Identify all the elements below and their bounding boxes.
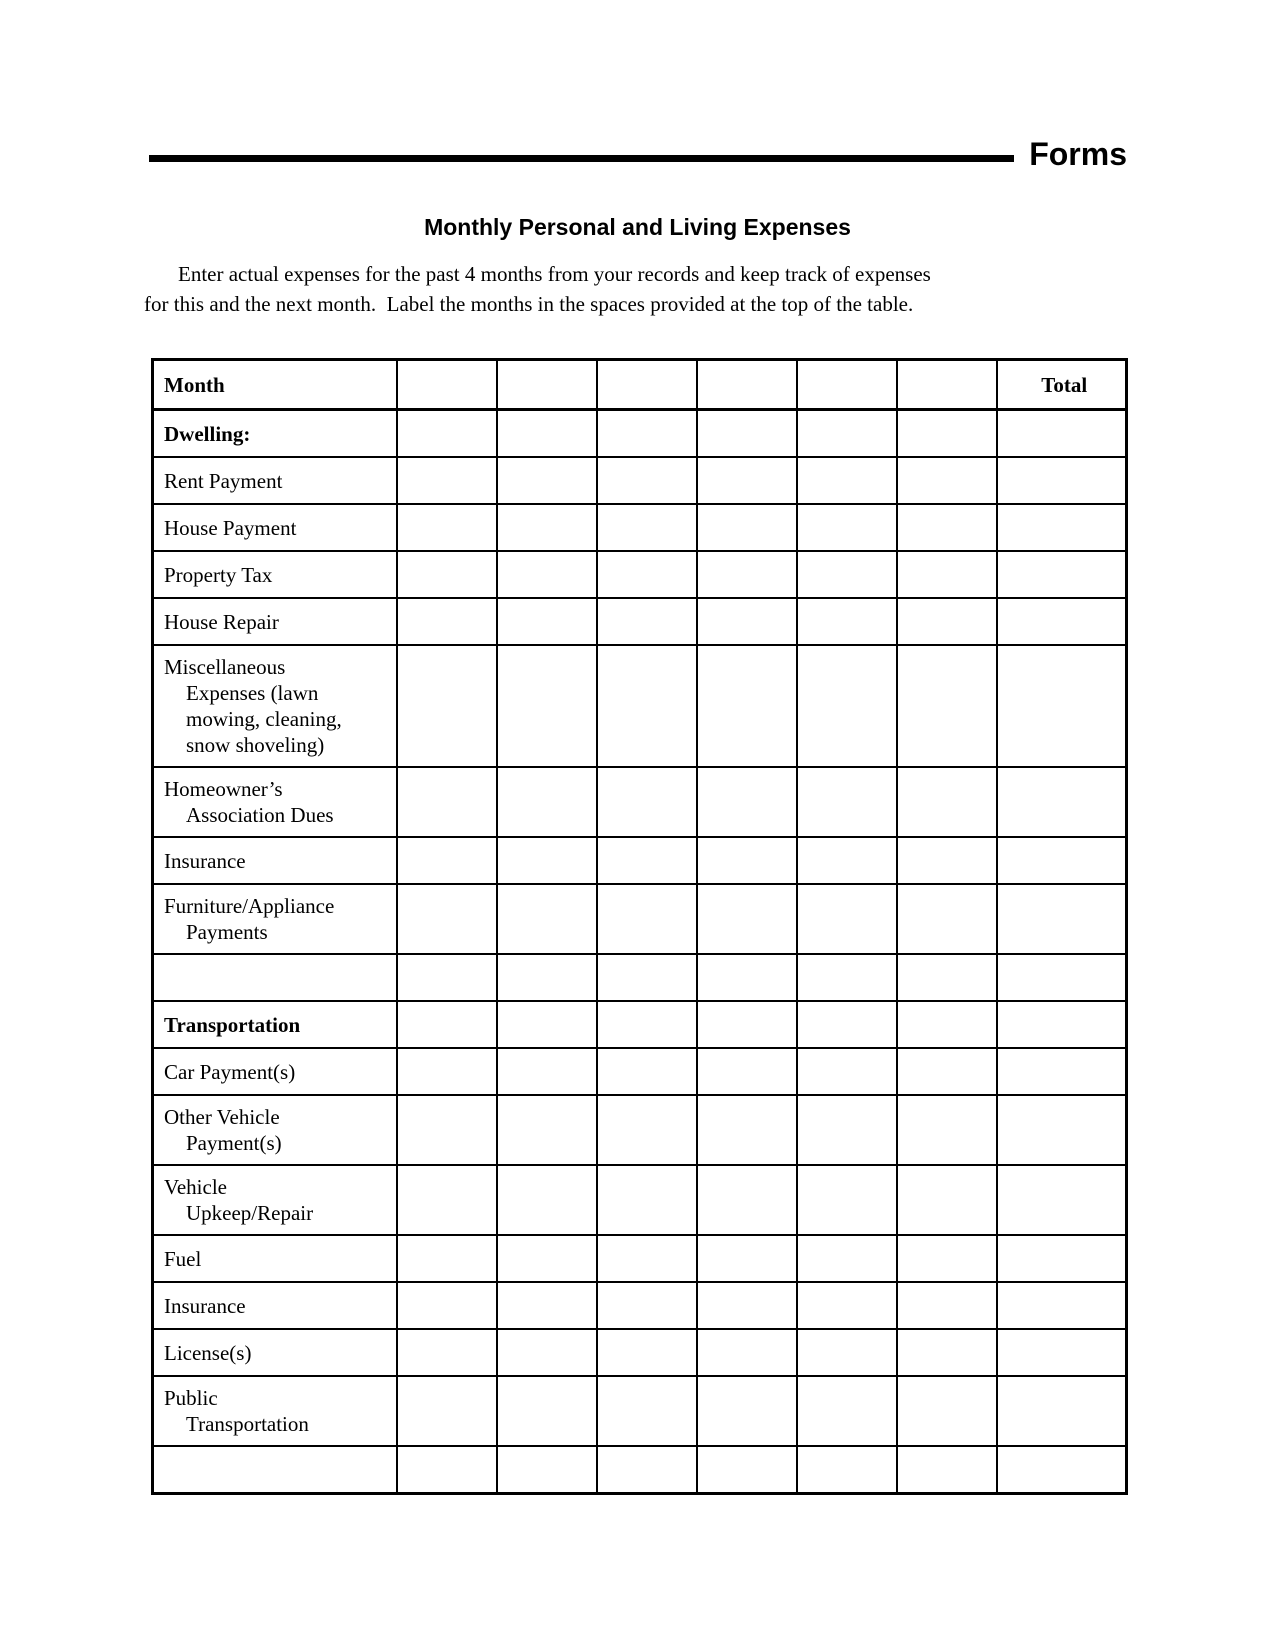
expense-table-body [153,360,1127,1494]
table-row [153,457,1127,504]
blank-cell [497,1282,597,1329]
blank-cell [697,598,797,645]
row-label-line: Miscellaneous [164,655,286,679]
blank-cell [897,1235,997,1282]
blank-cell [897,1446,997,1494]
total-blank-cell [997,954,1127,1001]
blank-cell [697,1095,797,1165]
row-label-cell [153,645,397,767]
row-label-line: Rent Payment [164,468,283,493]
blank-cell [697,837,797,884]
total-blank-cell [997,1376,1127,1446]
blank-cell [597,1446,697,1494]
row-label-line: Car Payment(s) [164,1059,296,1084]
blank-cell [597,1095,697,1165]
blank-cell [397,598,497,645]
table-row [153,645,1127,767]
row-label-line: snow shoveling) [186,733,325,757]
blank-cell [397,504,497,551]
row-label-cell [153,954,397,1001]
blank-cell [897,504,997,551]
blank-cell [497,645,597,767]
total-blank-cell [997,1165,1127,1235]
intro-paragraph [144,259,1144,319]
blank-cell [497,1001,597,1048]
blank-cell [597,504,697,551]
table-row [153,1165,1127,1235]
blank-cell [497,1095,597,1165]
total-blank-cell [997,1001,1127,1048]
blank-cell [697,767,797,837]
blank-cell [497,954,597,1001]
row-label-line: Public [164,1386,218,1410]
blank-cell [497,1329,597,1376]
total-blank-cell [997,837,1127,884]
blank-cell [397,1446,497,1494]
blank-cell [597,457,697,504]
header-rule-bar [149,155,1014,162]
total-blank-cell [997,1282,1127,1329]
blank-cell [597,1376,697,1446]
table-row [153,1329,1127,1376]
table-row [153,551,1127,598]
row-label-cell [153,837,397,884]
blank-cell [797,410,897,458]
blank-cell [497,504,597,551]
blank-cell [597,410,697,458]
row-label-cell [153,1329,397,1376]
blank-cell [597,1235,697,1282]
blank-cell [497,1376,597,1446]
page-title: Monthly Personal and Living Expenses [424,214,851,240]
total-blank-cell [997,598,1127,645]
table-header-row [153,360,1127,410]
blank-cell [797,884,897,954]
blank-cell [697,884,797,954]
blank-cell [597,1048,697,1095]
blank-cell [597,837,697,884]
blank-cell [897,837,997,884]
blank-cell [497,1446,597,1494]
intro-line-2: for this and the next month. Label the months in the spaces provided at the top of the table. [144,292,914,316]
blank-cell [497,1165,597,1235]
row-label-cell [153,767,397,837]
blank-cell [897,598,997,645]
total-blank-cell [997,767,1127,837]
table-row [153,598,1127,645]
total-blank-cell [997,884,1127,954]
row-label-line: Insurance [164,848,246,873]
intro-line-1: Enter actual expenses for the past 4 months from your records and keep track of expenses [178,262,931,286]
blank-cell [797,767,897,837]
blank-cell [497,410,597,458]
row-label-cell [153,1095,397,1165]
blank-cell [697,1329,797,1376]
blank-cell [897,1282,997,1329]
blank-cell [797,645,897,767]
blank-header-cell [497,360,597,410]
blank-cell [497,884,597,954]
blank-cell [497,837,597,884]
blank-cell [397,1001,497,1048]
blank-cell [897,410,997,458]
blank-cell [697,504,797,551]
blank-cell [597,1282,697,1329]
table-row [153,1235,1127,1282]
row-label-line: Fuel [164,1246,202,1271]
total-blank-cell [997,1446,1127,1494]
row-label-line: Transportation [164,1012,301,1037]
blank-cell [397,1048,497,1095]
total-blank-cell [997,410,1127,458]
row-label-line: Upkeep/Repair [186,1201,314,1225]
table-row-empty [153,1446,1127,1494]
blank-cell [697,1446,797,1494]
row-label-line: License(s) [164,1340,252,1365]
row-label-line: Payments [186,920,268,944]
blank-cell [397,1235,497,1282]
blank-cell [597,551,697,598]
row-label-line: Vehicle [164,1175,227,1199]
blank-cell [897,1329,997,1376]
blank-cell [597,767,697,837]
blank-cell [397,884,497,954]
blank-cell [697,1165,797,1235]
blank-cell [897,551,997,598]
blank-cell [697,954,797,1001]
blank-cell [497,767,597,837]
blank-cell [397,767,497,837]
table-row [153,504,1127,551]
blank-cell [797,1001,897,1048]
total-header-cell: Total [997,360,1127,410]
blank-cell [597,1001,697,1048]
blank-cell [797,457,897,504]
table-row [153,1376,1127,1446]
row-label-cell [153,551,397,598]
blank-cell [897,1376,997,1446]
blank-cell [497,457,597,504]
blank-cell [797,1048,897,1095]
brand-label: Forms [1029,136,1127,172]
blank-cell [797,954,897,1001]
table-row [153,1282,1127,1329]
blank-cell [397,837,497,884]
total-blank-cell [997,1048,1127,1095]
blank-cell [797,1282,897,1329]
blank-cell [597,598,697,645]
row-label-cell [153,1235,397,1282]
row-label-line: Association Dues [186,803,334,827]
row-label-line: House Repair [164,609,279,634]
blank-cell [597,645,697,767]
blank-cell [897,767,997,837]
blank-cell [897,884,997,954]
blank-cell [797,1329,897,1376]
row-label-cell [153,1165,397,1235]
row-label-line: House Payment [164,515,297,540]
row-label-cell [153,598,397,645]
blank-cell [397,645,497,767]
row-label-line: mowing, cleaning, [186,707,342,731]
table-row-empty [153,954,1127,1001]
blank-cell [697,1282,797,1329]
blank-cell [697,1048,797,1095]
blank-cell [397,954,497,1001]
row-label-cell [153,457,397,504]
table-row [153,1095,1127,1165]
row-label-cell [153,1282,397,1329]
blank-cell [597,1329,697,1376]
blank-cell [497,551,597,598]
blank-cell [397,1165,497,1235]
blank-cell [897,457,997,504]
blank-cell [697,645,797,767]
row-label-line: Dwelling: [164,421,251,446]
blank-cell [797,598,897,645]
blank-cell [897,1001,997,1048]
blank-cell [797,1446,897,1494]
blank-cell [397,1376,497,1446]
blank-cell [597,954,697,1001]
blank-cell [597,884,697,954]
table-row [153,1048,1127,1095]
blank-header-cell [597,360,697,410]
blank-cell [397,457,497,504]
row-label-cell [153,1001,397,1048]
blank-cell [897,1165,997,1235]
blank-cell [697,551,797,598]
blank-cell [397,410,497,458]
row-label-line: Homeowner’s [164,777,283,801]
row-label-cell [153,1048,397,1095]
row-label-cell [153,1446,397,1494]
month-header-cell: Month [153,360,397,410]
blank-cell [897,1095,997,1165]
blank-cell [697,1376,797,1446]
blank-cell [697,1235,797,1282]
total-blank-cell [997,645,1127,767]
blank-cell [797,1165,897,1235]
blank-header-cell [897,360,997,410]
blank-cell [397,1095,497,1165]
row-label-line: Transportation [186,1412,309,1436]
row-label-line: Expenses (lawn [186,681,319,705]
row-label-line: Insurance [164,1293,246,1318]
blank-header-cell [797,360,897,410]
blank-cell [797,837,897,884]
row-label-line: Property Tax [164,562,273,587]
row-label-cell [153,410,397,458]
expense-table [151,358,1128,1495]
total-blank-cell [997,1235,1127,1282]
blank-cell [697,1001,797,1048]
row-label-cell [153,504,397,551]
blank-cell [697,457,797,504]
row-label-line: Furniture/Appliance [164,894,335,918]
blank-header-cell [397,360,497,410]
blank-cell [397,1329,497,1376]
total-blank-cell [997,551,1127,598]
blank-cell [897,645,997,767]
total-blank-cell [997,504,1127,551]
blank-cell [797,551,897,598]
blank-cell [797,1095,897,1165]
table-row [153,767,1127,837]
blank-cell [897,1048,997,1095]
total-blank-cell [997,457,1127,504]
row-label-line: Other Vehicle [164,1105,280,1129]
blank-header-cell [697,360,797,410]
blank-cell [497,598,597,645]
row-label-line: Payment(s) [186,1131,282,1155]
row-label-cell [153,1376,397,1446]
table-row [153,837,1127,884]
blank-cell [797,1376,897,1446]
table-row [153,884,1127,954]
table-row [153,410,1127,458]
header-rule [149,137,1127,172]
blank-cell [797,1235,897,1282]
blank-cell [897,954,997,1001]
total-blank-cell [997,1095,1127,1165]
blank-cell [497,1048,597,1095]
blank-cell [397,551,497,598]
row-label-cell [153,884,397,954]
blank-cell [797,504,897,551]
blank-cell [697,410,797,458]
blank-cell [497,1235,597,1282]
table-row [153,1001,1127,1048]
blank-cell [397,1282,497,1329]
total-blank-cell [997,1329,1127,1376]
blank-cell [597,1165,697,1235]
